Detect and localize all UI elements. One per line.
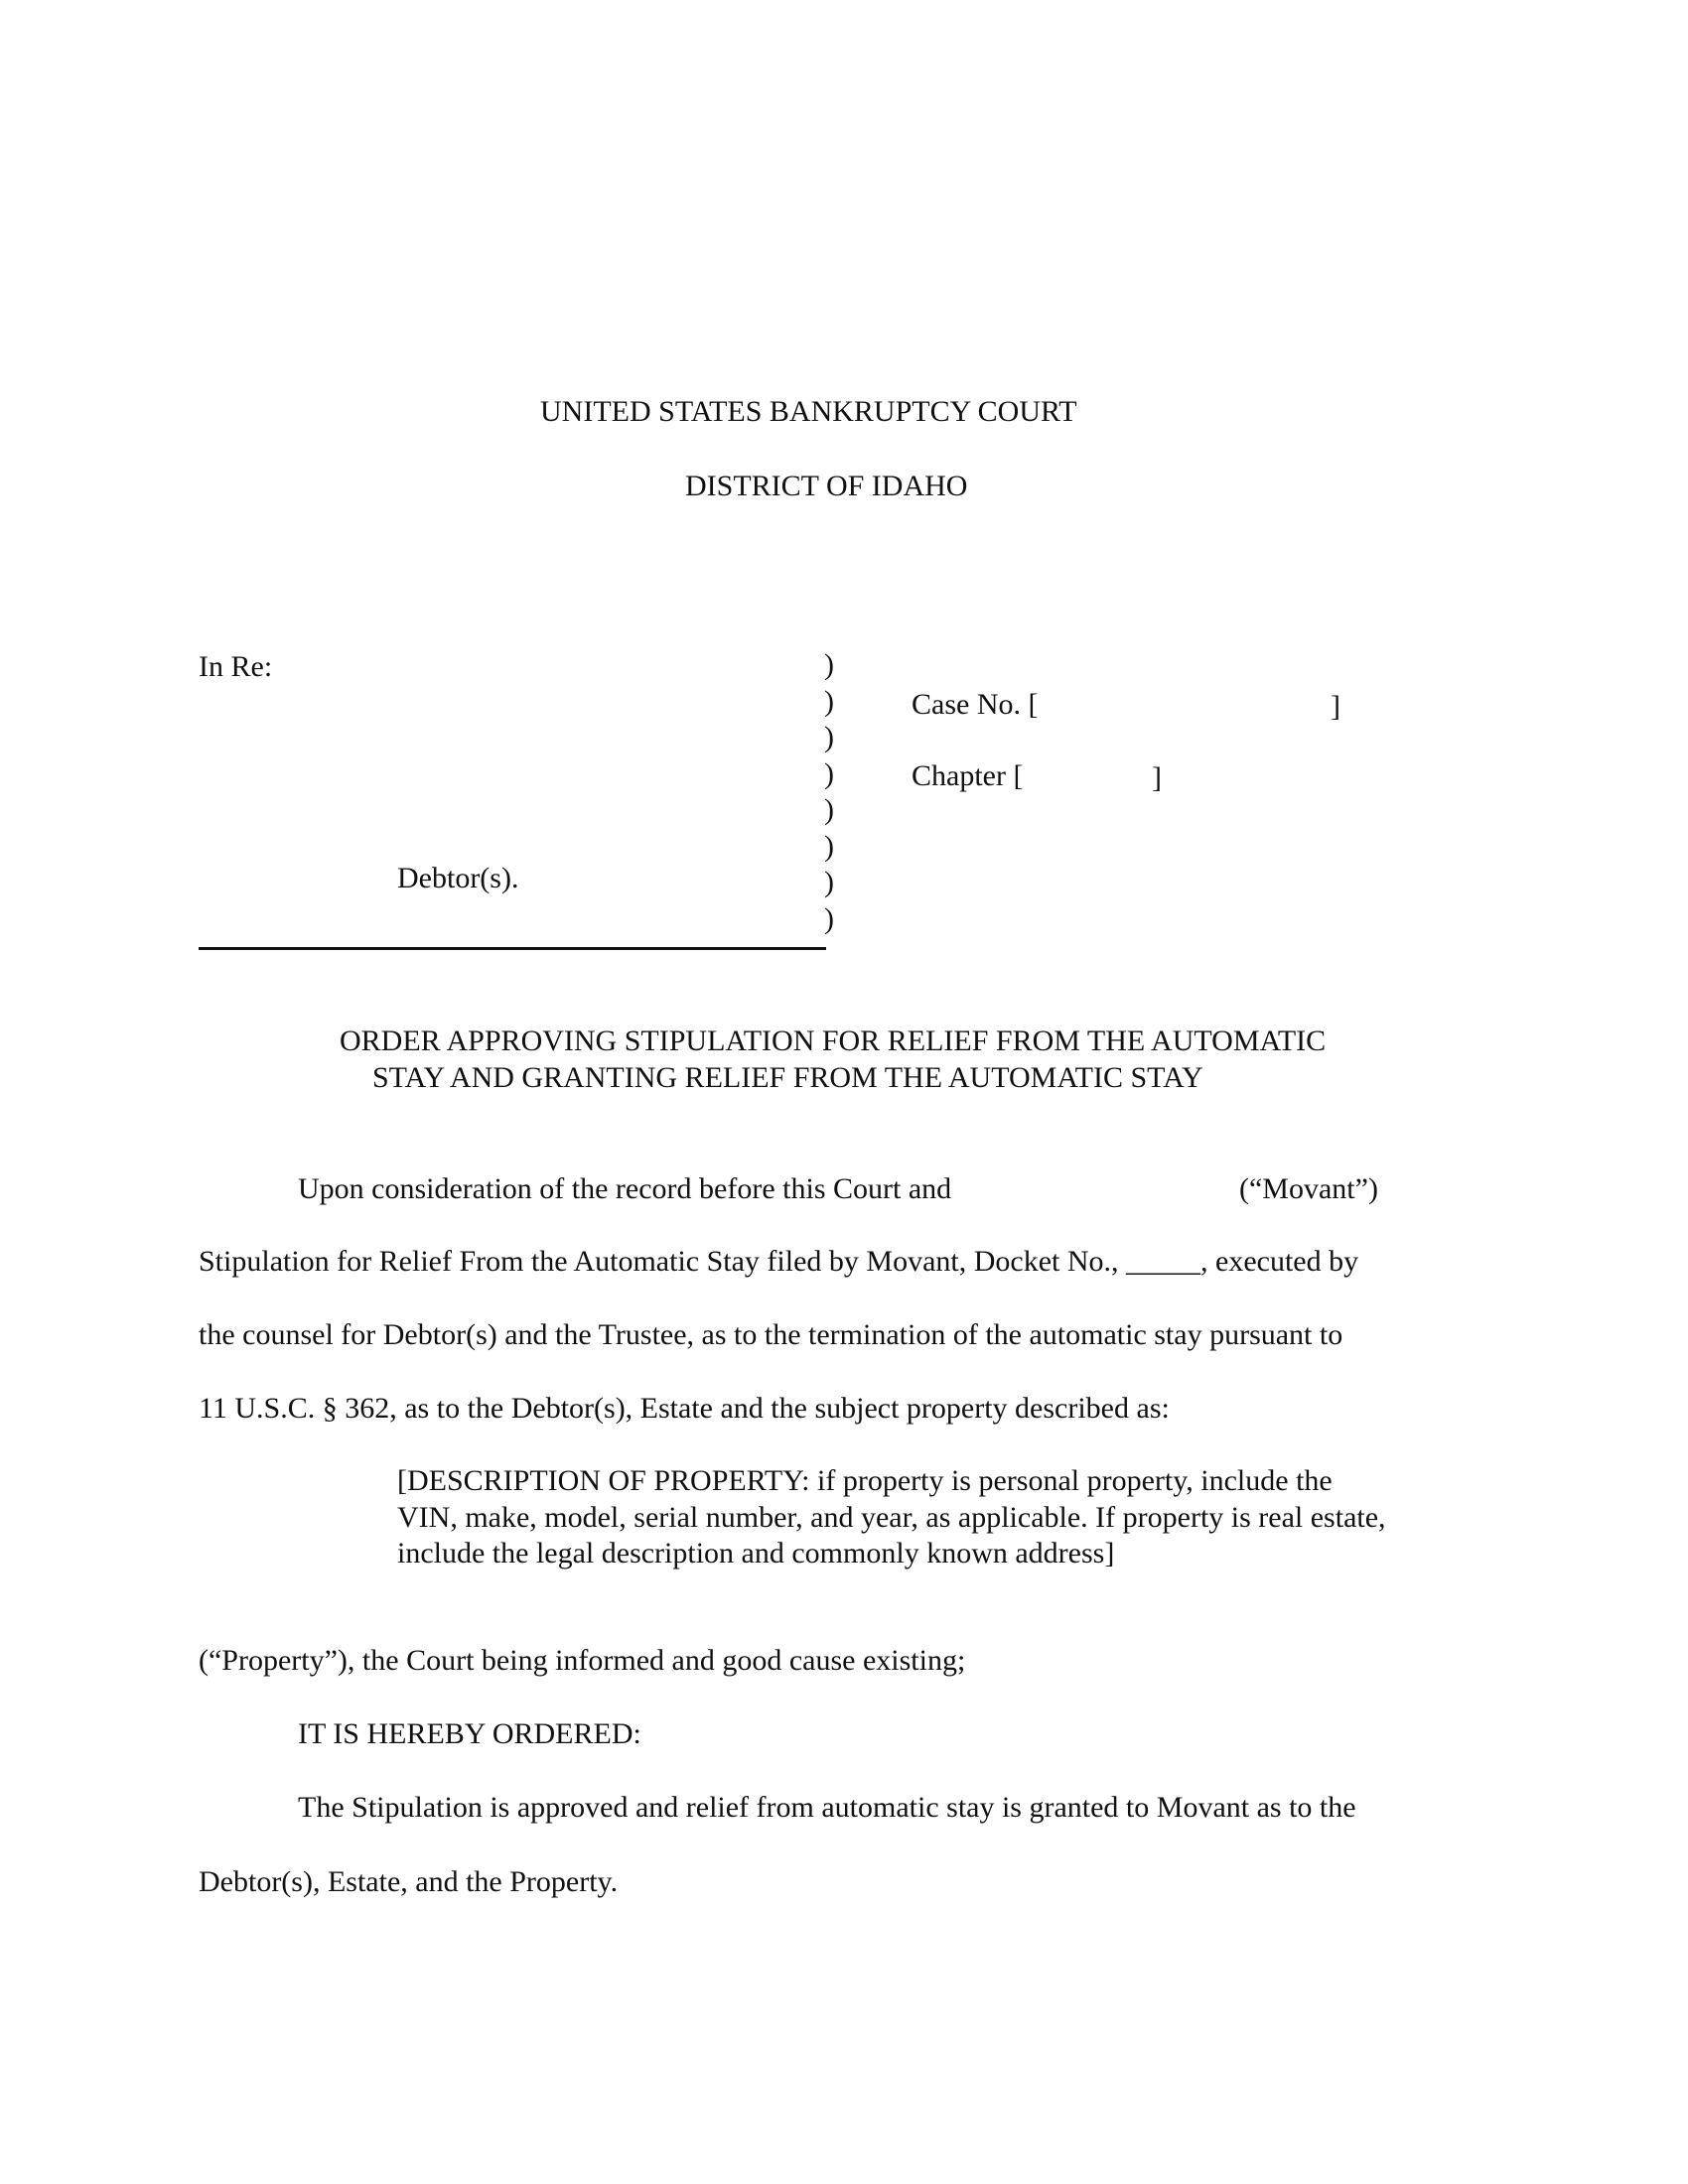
- body-p2: (“Property”), the Court being informed and good cause existing;: [199, 1644, 966, 1677]
- body-p3-line2: Debtor(s), Estate, and the Property.: [199, 1865, 619, 1898]
- body-p1-line2: Stipulation for Relief From the Automatic Stay filed by Movant, Docket No., _____, executed by: [199, 1245, 1359, 1278]
- body-p1-line4: 11 U.S.C. § 362, as to the Debtor(s), Estate and the subject property described as:: [199, 1392, 1170, 1425]
- property-description: [DESCRIPTION OF PROPERTY: if property is personal property, include the VIN, make, model, serial number, and year, as applicable. If property is real estate, include the legal description and commonly known address]: [397, 1464, 1386, 1570]
- case-number-close-bracket: ]: [1331, 690, 1340, 723]
- case-number-label: Case No. [: [912, 688, 1039, 721]
- caption-paren: ): [824, 829, 834, 863]
- caption-paren: ): [824, 756, 834, 790]
- body-p1-line1-start: Upon consideration of the record before this Court and: [298, 1172, 952, 1205]
- caption-paren: ): [824, 684, 834, 718]
- caption-parentheses: [824, 647, 848, 937]
- debtor-label: Debtor(s).: [397, 862, 519, 894]
- chapter-label: Chapter [: [912, 759, 1024, 792]
- in-re-label: In Re:: [199, 650, 273, 683]
- caption-underline: [199, 947, 826, 950]
- body-p1-line1-movant: (“Movant”): [1239, 1172, 1378, 1205]
- order-title-line-1: ORDER APPROVING STIPULATION FOR RELIEF FROM THE AUTOMATIC: [340, 1024, 1327, 1057]
- ordered-heading: IT IS HEREBY ORDERED:: [298, 1717, 641, 1750]
- court-district: DISTRICT OF IDAHO: [685, 470, 968, 502]
- order-title-line-2: STAY AND GRANTING RELIEF FROM THE AUTOMATIC STAY: [372, 1061, 1203, 1094]
- caption-paren: ): [824, 721, 834, 753]
- caption-paren: ): [824, 901, 834, 935]
- body-p3-line1: The Stipulation is approved and relief from automatic stay is granted to Movant as to the: [298, 1791, 1356, 1824]
- caption-paren: ): [824, 793, 834, 826]
- caption-paren: ): [824, 866, 834, 898]
- body-p1-line3: the counsel for Debtor(s) and the Trustee, as to the termination of the automatic stay pursuant to: [199, 1318, 1343, 1351]
- caption-paren: ): [824, 648, 834, 681]
- chapter-close-bracket: ]: [1152, 761, 1162, 794]
- court-name: UNITED STATES BANKRUPTCY COURT: [540, 395, 1077, 428]
